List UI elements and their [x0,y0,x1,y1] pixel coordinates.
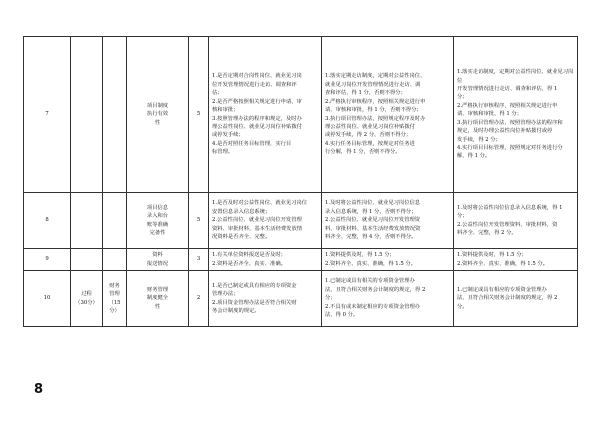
text-line: 3.按照管理办法的程序和规定，及时办 [212,115,302,122]
text-line: 2.公益性岗位开发管理资料、审批材料，资 [457,221,558,228]
level2-indicator-cell [103,249,127,271]
text-line: 4.是否对照任务目标管理，实行目 [212,140,292,147]
text-line: 法，且符合相关财务会计制度的规定，得 2 [457,295,558,302]
evaluation-comment [454,37,578,193]
table-row [24,193,578,249]
scoring-criteria [322,193,454,249]
text-line: 查和评估，得 1 分，否则不得分； [325,90,406,97]
text-line: 理公益性岗位、就业见习岗位补贴拨付 [212,123,303,130]
text-line: 1.已制定或具有相应的专项资金管理办 [457,286,547,293]
row-number: 10 [24,271,71,327]
text-line: 标管理。 [212,149,234,156]
text-line: 1.是否及时对公益性岗位、就业见习岗位 [212,200,308,207]
text-line: 分； [457,213,468,220]
table-row [24,37,578,193]
text-line: 或停发手续，得 2 分，否则不得分； [325,132,412,139]
level1-indicator: 过程 （30分） [71,271,103,327]
text-line: 4.实行任务目标管理，按规定对任务进 [325,140,415,147]
item-name: 资料 报送情况 [127,249,189,271]
text-line: 1.资料提供及时，得 1.5 分； [457,252,527,259]
row-number: 9 [24,249,71,271]
text-line: 1.已制定或具有相关的专项资金管理办 [325,278,415,285]
level2-indicator: 财务 管理 （15 分） [103,271,127,327]
text-line: 位开发管理情况进行走访、调查和评 [212,81,297,88]
item-name: 项目信息 录入和台 账等准确 完备性 [127,193,189,249]
evaluation-content [209,271,322,327]
evaluation-content [209,249,322,271]
text-line: 2.严格执行审核程序，按照相关规定进行申 [457,102,558,109]
text-line: 4.实行项目目标管理，按照规定对任务进行分 [457,144,563,151]
text-line: 解，得 1 分。 [457,153,491,160]
row-number: 7 [24,37,71,193]
text-line: 就业见习岗位开发管理情况进行走访、调 [325,81,421,88]
text-line: 请、审核和审批，得 1 分； [457,111,523,118]
scoring-criteria [322,249,454,271]
text-line: 1.是否定期对合岗性岗位、就业见习岗 [212,73,302,80]
text-line: 务会计制度的规定。 [212,307,260,314]
text-line: 料、审批材料、基本生活经费发放情况资 [325,225,421,232]
text-line: 况资料是否齐全、完整。 [212,234,271,241]
text-line: 估； [212,90,223,97]
text-line: 法，得 0 分。 [325,312,359,319]
text-line: 1.及时将公益性岗位信息录入信息系统，得 1 [457,204,563,211]
text-line: 行分解，得 1 分，否则不得分。 [325,149,401,156]
text-line: 分。 [457,303,468,310]
text-line: 2.资料是否齐全、真实、准确。 [212,260,286,267]
item-name: 项目制度 执行有效 性 [127,37,189,193]
text-line: 发手续，得 2 分； [457,136,501,143]
text-line: 2.严格执行审核程序，按照相关规定进行申 [325,98,426,105]
text-line: 请、审核和审批，得 1 分，否则不得分； [325,107,422,114]
table-row [24,249,578,271]
text-line: 管理办法； [212,291,239,298]
scoring-criteria [322,37,454,193]
evaluation-content [209,193,322,249]
text-line: 理公益性岗位、就业见习岗位补贴拨付 [325,123,416,130]
text-line: 1.有关单位资料报送是否及时； [212,252,286,259]
evaluation-comment [454,271,578,327]
text-line: 1.是否已制定或具有相应的专项资金 [212,282,297,289]
text-line: 3.执行项目管理办法，按照管理办法的程序和 [457,119,563,126]
text-line: 法，且符合相关财务会计制度的规定，得 2 [325,286,426,293]
level2-indicator-cell [103,37,127,193]
evaluation-comment [454,249,578,271]
table-row [24,271,578,327]
text-line: 2.项目资金管理办法是否符合相关财 [212,299,297,306]
text-line: 1.落实走访制度，定期对公益性岗位、就业见习岗位 [457,69,574,84]
level2-indicator-cell [103,193,127,249]
evaluation-table [23,36,578,327]
text-line: 资料、审批材料，基本生活经费发放情 [212,225,303,232]
text-line: 1.落实定期走访制度，定期对公益性岗位、 [325,73,426,80]
text-line: 核和审批； [212,107,239,114]
evaluation-comment [454,193,578,249]
item-score: 3 [189,249,209,271]
row-number: 8 [24,193,71,249]
text-line: 2.不具有或未制定相应的专项资金管理办 [325,303,421,310]
text-line: 1.资料提供及时，得 1.5 分； [325,252,395,259]
item-name: 财务管理 制度健全 性 [127,271,189,327]
text-line: 开发管理情况进行走访、调查和评估，得 1 [457,86,558,93]
text-line: 2.公益性岗位、就业见习岗位开发管理资 [325,217,421,224]
text-line: 2.是否严格按照相关规定进行申请、审 [212,98,302,105]
item-score: 5 [189,37,209,193]
level1-indicator-cell [71,37,103,193]
text-line: 3.执行项目管理办法，按照规定程序及时办 [325,115,426,122]
text-line: 2.资料齐全、真实、准确，得 1.5 分。 [325,260,417,267]
level1-indicator-cell [71,193,103,249]
item-score: 2 [189,271,209,327]
text-line: 安置信息录入信息系统； [212,208,271,215]
text-line: 料齐全、完整，得 4 分，否则不得分。 [325,234,417,241]
item-score: 5 [189,193,209,249]
text-line: 或停发手续； [212,132,244,139]
level1-indicator-cell [71,249,103,271]
text-line: 录入信息系统，得 1 分，否则不得分； [325,208,417,215]
text-line: 2.资料齐全、真实、准确，得 1.5 分。 [457,260,549,267]
evaluation-content [209,37,322,193]
text-line: 分； [457,94,468,101]
text-line: 料齐全、完整，得 2 分。 [457,229,517,236]
page-number: 8 [34,382,44,397]
text-line: 分； [325,295,336,302]
text-line: 2.公益性岗位、就业见习岗位开发管理 [212,217,302,224]
text-line: 规定，及时办理公益性岗位补贴拨付或停 [457,128,553,135]
scoring-criteria [322,271,454,327]
text-line: 1.及时将公益性岗位、就业见习岗位信息 [325,200,421,207]
